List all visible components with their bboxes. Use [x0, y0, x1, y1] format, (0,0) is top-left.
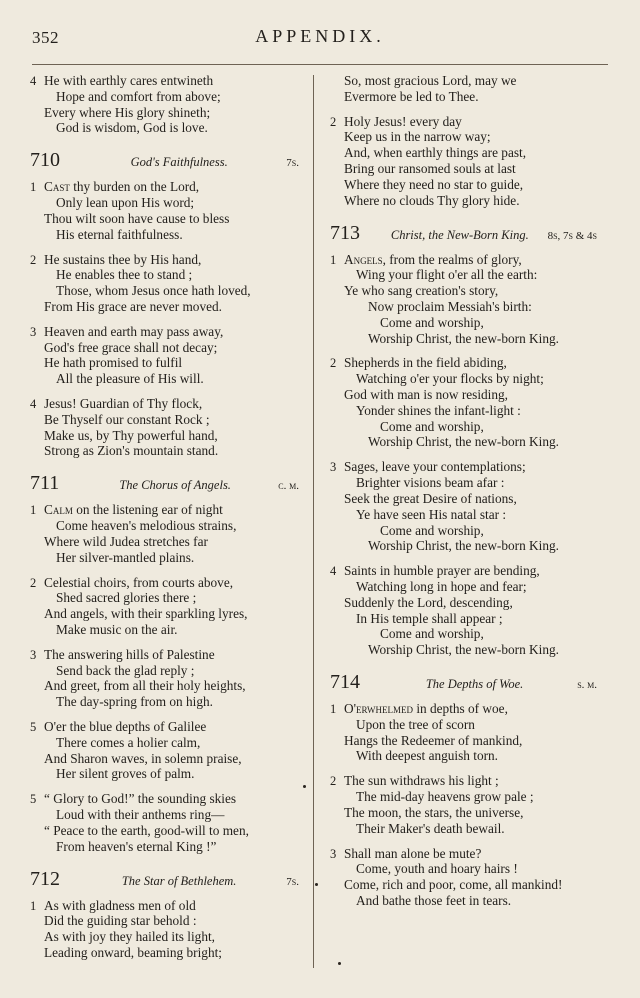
- verse-line: Brighter visions beam afar :: [356, 475, 505, 491]
- verse-line: And bathe those feet in tears.: [356, 892, 512, 908]
- verse-line: Make music on the air.: [56, 621, 178, 637]
- stanza: [330, 459, 597, 554]
- verse-line: Come, rich and poor, come, all mankind!: [344, 877, 563, 893]
- stanza: [30, 73, 299, 136]
- verse-line: Their Maker's death bewail.: [356, 820, 505, 836]
- page-header: [30, 26, 610, 60]
- stanza-number: 4: [30, 74, 37, 88]
- verse-line: He enables thee to stand ;: [56, 267, 193, 283]
- stanza: [330, 114, 597, 209]
- stanza: [30, 791, 299, 854]
- small-caps-word: Angels: [344, 251, 383, 267]
- verse-line: Seek the great Desire of nations,: [344, 490, 517, 506]
- verse-line: Where no clouds Thy glory hide.: [344, 192, 520, 208]
- verse-line: Wing your flight o'er all the earth:: [356, 267, 538, 283]
- verse-line: Come and worship,: [380, 314, 484, 330]
- stanza: [330, 355, 597, 450]
- verse-line: And, when earthly things are past,: [344, 145, 527, 161]
- stanza: [330, 846, 597, 909]
- verse-line: Watching o'er your flocks by night;: [356, 371, 544, 387]
- small-caps-word: O'erwhelmed: [344, 701, 413, 716]
- small-caps-word: Cast: [44, 179, 70, 195]
- hymn-number: 710: [30, 149, 60, 172]
- hymn-heading: [30, 472, 299, 495]
- verse-line: Leading onward, beaming bright;: [44, 944, 222, 960]
- stanza: [330, 773, 597, 836]
- verse-line: O'erwhelmed in depths of woe,: [344, 701, 508, 716]
- stanza-lines: [44, 252, 299, 315]
- stanza-number: 5: [30, 720, 37, 734]
- verse-line: Come and worship,: [380, 626, 484, 642]
- verse-line: Make us, by Thy powerful hand,: [44, 427, 218, 443]
- hymn-meter: 8s, 7s & 4s: [547, 229, 597, 242]
- stanza-number: 1: [30, 503, 37, 518]
- hymn-meter: c. m.: [278, 480, 299, 493]
- stanza-number: 5: [30, 792, 37, 807]
- verse-line: The moon, the stars, the universe,: [344, 804, 524, 820]
- verse-line: He sustains thee by His hand,: [44, 251, 202, 267]
- verse-line: Worship Christ, the new-born King.: [368, 434, 559, 450]
- verse-line: The answering hills of Palestine: [44, 646, 215, 662]
- verse-line: And angels, with their sparkling lyres,: [44, 606, 248, 622]
- verse-line: Hangs the Redeemer of mankind,: [344, 732, 523, 748]
- hymn-number: 711: [30, 472, 60, 495]
- verse-line: Jesus! Guardian of Thy flock,: [44, 396, 203, 411]
- page-number: 352: [32, 28, 59, 47]
- verse-line: Upon the tree of scorn: [356, 716, 475, 732]
- hymn-heading: [330, 222, 597, 245]
- stanza: [330, 701, 597, 764]
- verse-line: Ye who sang creation's story,: [344, 283, 499, 299]
- stanza-lines: [344, 459, 597, 554]
- verse-line: And greet, from all their holy heights,: [44, 678, 246, 694]
- verse-line: Yonder shines the infant-light :: [356, 402, 521, 418]
- stanza-lines: [344, 355, 597, 450]
- verse-line: As with gladness men of old: [44, 897, 196, 913]
- stanza-lines: [44, 647, 299, 710]
- verse-line: Saints in humble prayer are bending,: [344, 563, 540, 579]
- verse-line: God with man is now residing,: [344, 387, 508, 402]
- stanza: [30, 396, 299, 459]
- small-caps-word: Calm: [44, 502, 73, 518]
- stanza-number: 1: [30, 180, 37, 195]
- verse-line: Shed sacred glories there ;: [56, 590, 197, 606]
- stanza-number: 2: [30, 575, 37, 590]
- verse-line: As with joy they hailed its light,: [44, 929, 216, 945]
- verse-line: Come and worship,: [380, 522, 484, 538]
- stanza: [330, 563, 597, 658]
- stanza: [30, 324, 299, 387]
- stanza-lines: [44, 324, 299, 387]
- verse-line: Did the guiding star behold :: [44, 913, 197, 929]
- verse-line: Loud with their anthems ring—: [56, 807, 225, 823]
- verse-line: Holy Jesus! every day: [344, 113, 462, 129]
- verse-line: Where they need no star to guide,: [344, 176, 524, 192]
- hymn-heading: [30, 149, 299, 172]
- verse-line: All the pleasure of His will.: [56, 371, 204, 387]
- hymn-meter: s. m.: [577, 679, 597, 691]
- verse-line: He hath promised to fulfil: [44, 355, 183, 371]
- verse-line: Sages, leave your contemplations;: [344, 459, 526, 475]
- hymn-number: 713: [330, 221, 360, 244]
- stanza: [30, 719, 299, 782]
- verse-line: Keep us in the narrow way;: [344, 129, 491, 145]
- header-rule: [32, 64, 608, 65]
- stanza: [30, 252, 299, 315]
- stanza-lines: [344, 563, 597, 658]
- hymn-title: The Depths of Woe.: [425, 677, 524, 691]
- verse-line: With deepest anguish torn.: [356, 748, 499, 764]
- stanza-number: 2: [30, 252, 37, 267]
- stanza-number: 3: [330, 460, 337, 475]
- verse-line: Every where His glory shineth;: [44, 104, 211, 120]
- column-right: [314, 73, 597, 978]
- verse-line: Strong as Zion's mountain stand.: [44, 443, 219, 459]
- verse-line: Be Thyself our constant Rock ;: [44, 411, 210, 427]
- stanza-number: 1: [330, 252, 337, 267]
- verse-line: Only lean upon His word;: [56, 195, 195, 211]
- hymn-meter: 7s.: [286, 157, 299, 170]
- verse-line: Calm on the listening ear of night: [44, 502, 223, 518]
- stanza: [30, 647, 299, 710]
- ink-speck: [315, 883, 318, 886]
- verse-line: Evermore be led to Thee.: [344, 88, 479, 104]
- stanza-number: 1: [330, 702, 337, 716]
- verse-line: God is wisdom, God is love.: [56, 120, 208, 136]
- stanza-lines: [44, 719, 299, 782]
- verse-line: And Sharon waves, in solemn praise,: [44, 750, 242, 766]
- stanza-lines: [344, 773, 597, 836]
- verse-line: The sun withdraws his light ;: [344, 773, 499, 789]
- stanza: [30, 502, 299, 565]
- stanza: [330, 73, 597, 105]
- stanza-number: 4: [330, 564, 337, 579]
- stanza-number: 3: [30, 647, 37, 662]
- verse-line: Bring our ransomed souls at last: [344, 161, 516, 177]
- verse-line: Heaven and earth may pass away,: [44, 323, 224, 339]
- hymn-number: 712: [30, 867, 60, 890]
- verse-line: From His grace are never moved.: [44, 298, 222, 314]
- stanza-number: [330, 73, 344, 105]
- verse-line: Her silent groves of palm.: [56, 766, 195, 782]
- hymn-title: The Star of Bethlehem.: [121, 873, 237, 888]
- verse-line: Come heaven's melodious strains,: [56, 518, 237, 534]
- stanza-lines: [344, 846, 597, 909]
- stanza: [30, 179, 299, 242]
- verse-line: His eternal faithfulness.: [56, 226, 183, 242]
- text-columns: [30, 73, 610, 978]
- verse-line: Where wild Judea stretches far: [44, 533, 208, 549]
- verse-line: Shepherds in the field abiding,: [344, 355, 507, 371]
- stanza-number: 3: [30, 324, 37, 339]
- verse-line: “ Peace to the earth, good-will to men,: [44, 822, 249, 838]
- verse-line: Thou wilt soon have cause to bless: [44, 210, 230, 226]
- verse-line: God's free grace shall not decay;: [44, 339, 218, 355]
- ink-speck: [338, 962, 341, 965]
- verse-line: Now proclaim Messiah's birth:: [368, 298, 532, 314]
- verse-line: O'er the blue depths of Galilee: [44, 719, 207, 734]
- ink-speck: [303, 785, 306, 788]
- verse-line: Those, whom Jesus once hath loved,: [56, 283, 251, 299]
- verse-line: Come and worship,: [380, 418, 484, 434]
- stanza-number: 1: [30, 898, 37, 913]
- verse-line: Cast thy burden on the Lord,: [44, 179, 200, 195]
- stanza-lines: [44, 791, 299, 854]
- column-left: [30, 73, 313, 978]
- verse-line: Suddenly the Lord, descending,: [344, 594, 513, 610]
- stanza-number: 4: [30, 397, 37, 411]
- stanza: [30, 575, 299, 638]
- verse-line: From heaven's eternal King !”: [56, 838, 217, 854]
- hymn-title: Christ, the New-Born King.: [390, 227, 529, 242]
- verse-line: Come, youth and hoary hairs !: [356, 861, 518, 877]
- stanza-number: 2: [330, 774, 337, 789]
- stanza-lines: [344, 252, 597, 347]
- running-title: APPENDIX.: [255, 26, 385, 46]
- stanza-lines: [344, 114, 597, 209]
- stanza-lines: [44, 898, 299, 961]
- stanza-lines: [44, 73, 299, 136]
- stanza-lines: [44, 396, 299, 459]
- verse-line: Hope and comfort from above;: [56, 88, 221, 104]
- stanza-lines: [44, 575, 299, 638]
- verse-line: Her silver-mantled plains.: [56, 549, 195, 565]
- verse-line: Ye have seen His natal star :: [356, 506, 507, 522]
- verse-line: In His temple shall appear ;: [356, 610, 503, 626]
- stanza-lines: [344, 701, 597, 764]
- verse-line: Shall man alone be mute?: [344, 845, 482, 861]
- hymn-title: God's Faithfulness.: [130, 155, 228, 170]
- hymn-heading: [330, 671, 597, 694]
- verse-line: Worship Christ, the new-born King.: [368, 538, 559, 554]
- verse-line: Worship Christ, the new-born King.: [368, 642, 559, 658]
- verse-line: He with earthly cares entwineth: [44, 73, 214, 88]
- verse-line: “ Glory to God!” the sounding skies: [44, 791, 237, 807]
- hymn-meter: 7s.: [286, 875, 299, 888]
- verse-line: Watching long in hope and fear;: [356, 578, 527, 594]
- stanza-number: 3: [330, 846, 337, 861]
- verse-line: So, most gracious Lord, may we: [344, 73, 517, 88]
- hymn-heading: [30, 868, 299, 891]
- verse-line: Angels, from the realms of glory,: [344, 251, 522, 267]
- verse-line: Worship Christ, the new-born King.: [368, 330, 559, 346]
- stanza: [30, 898, 299, 961]
- stanza-lines: [44, 502, 299, 565]
- verse-line: Send back the glad reply ;: [56, 662, 195, 678]
- stanza-number: 2: [330, 356, 337, 371]
- stanza-lines: [344, 73, 597, 105]
- stanza-number: 2: [330, 114, 337, 129]
- hymn-number: 714: [330, 671, 360, 693]
- verse-line: There comes a holier calm,: [56, 734, 201, 750]
- stanza-lines: [44, 179, 299, 242]
- verse-line: The day-spring from on high.: [56, 694, 213, 710]
- hymn-title: The Chorus of Angels.: [119, 478, 231, 493]
- stanza: [330, 252, 597, 347]
- verse-line: The mid-day heavens grow pale ;: [356, 789, 534, 805]
- verse-line: Celestial choirs, from courts above,: [44, 574, 234, 590]
